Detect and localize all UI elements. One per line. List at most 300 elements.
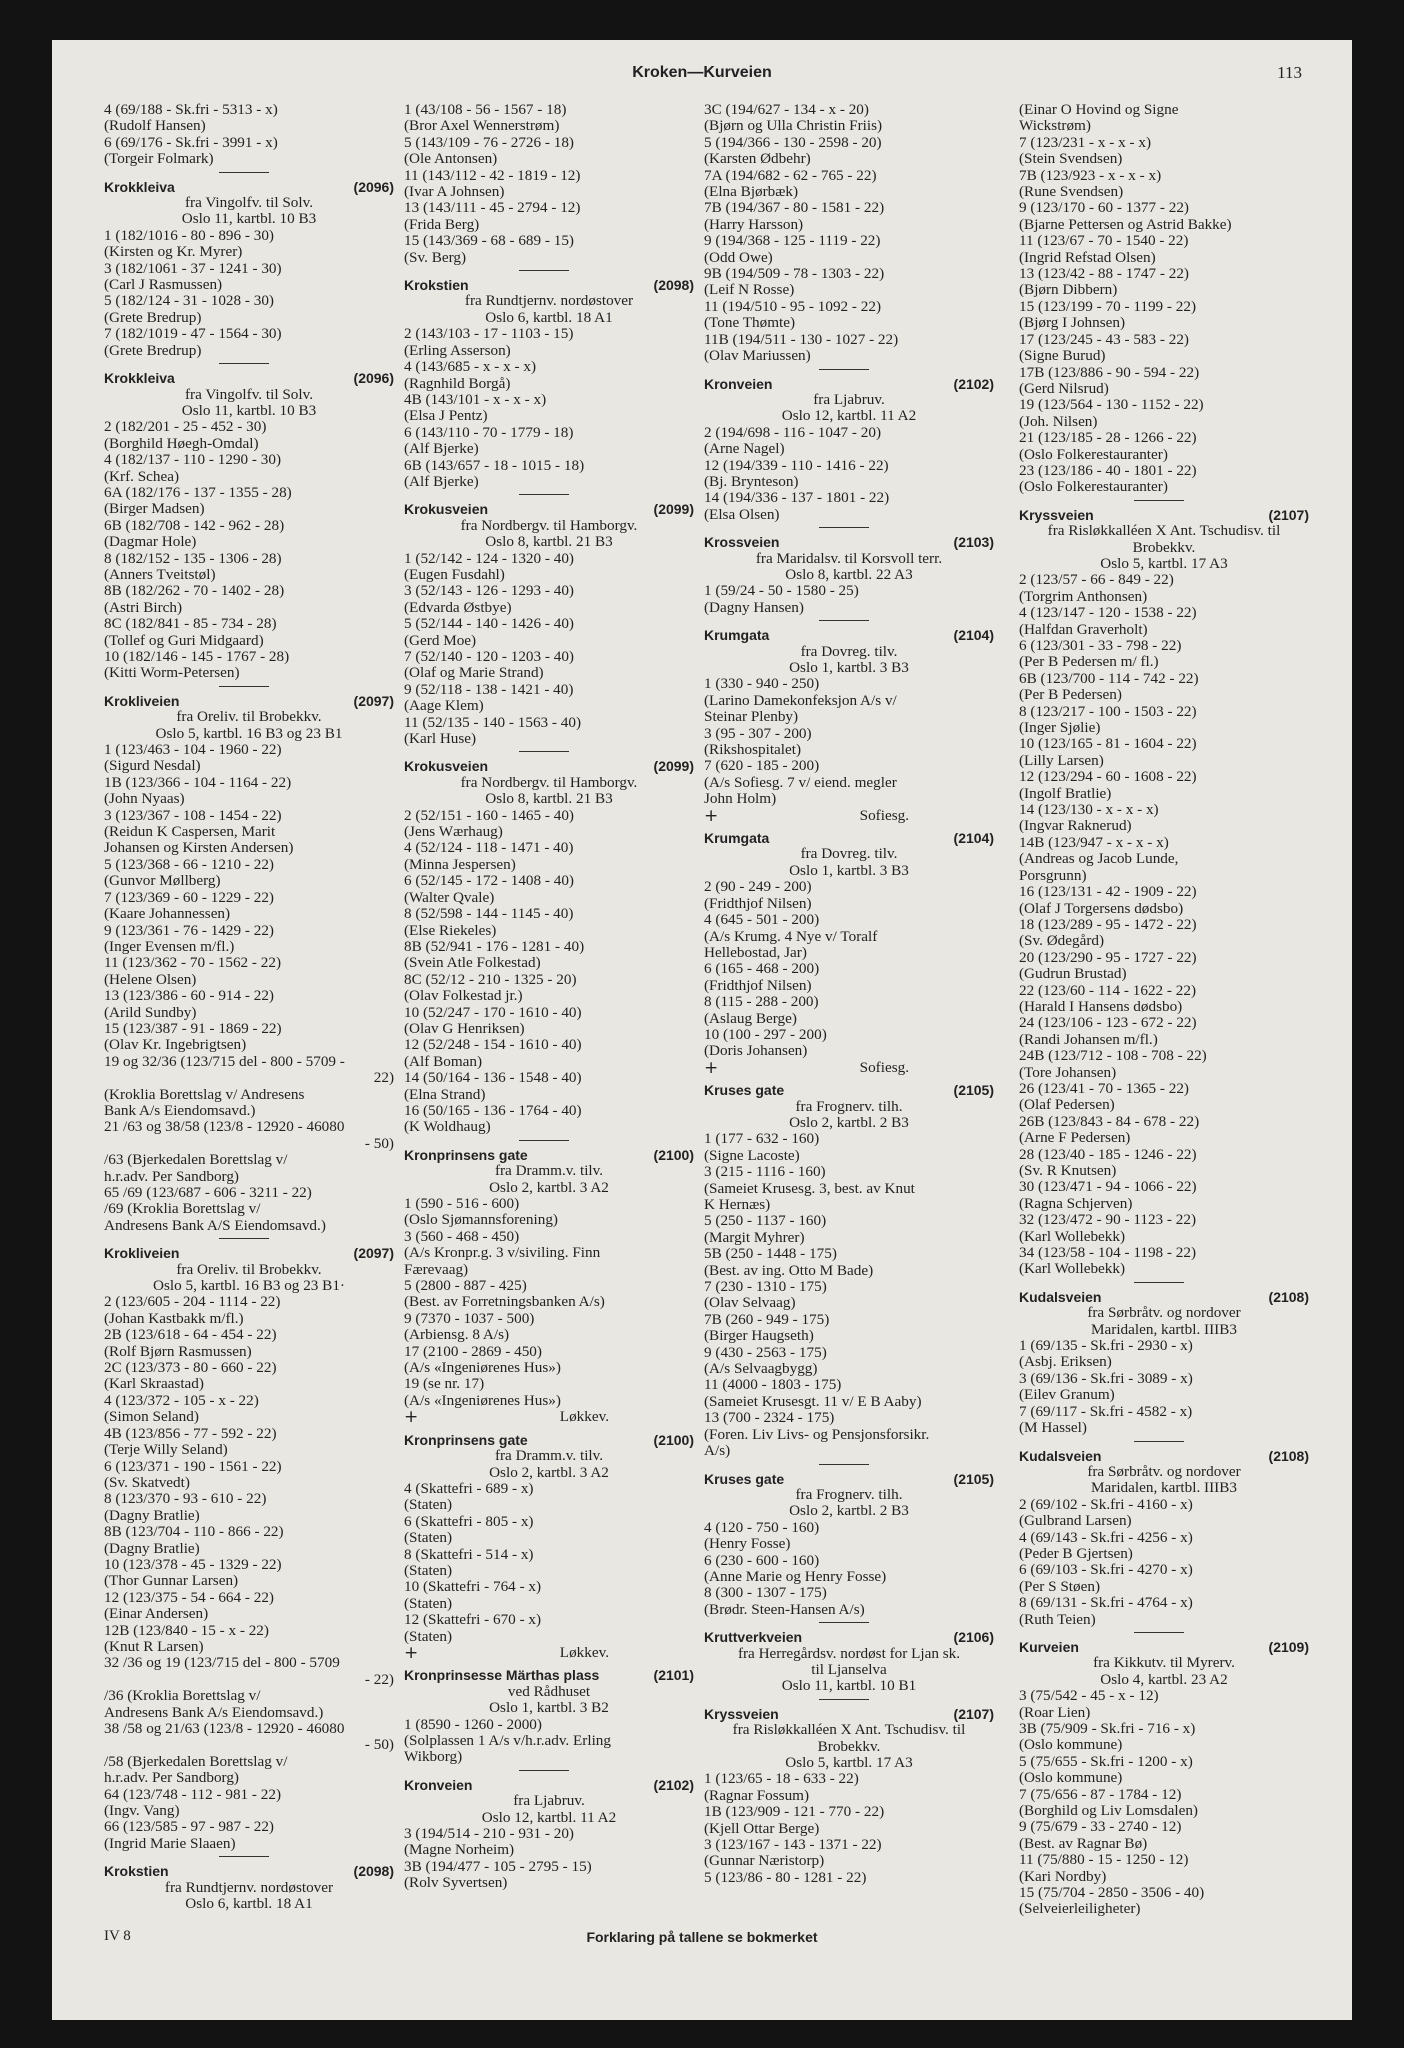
entry-line: Wikborg) [404,1748,463,1766]
entry-line: (Joh. Nilsen) [1019,412,1098,430]
entry-line: (Brødr. Steen-Hansen A/s) [704,1600,865,1618]
entry-line: 2 (69/102 - Sk.fri - 4160 - x) [1019,1495,1193,1513]
street-description: til Ljanselva [811,1660,887,1678]
entry-line: (Johan Kastbakk m/fl.) [104,1309,244,1327]
entry-line: (Anners Tveitstøl) [104,565,216,583]
entry-line: (Alf Bjerke) [404,472,479,490]
entry-line: 15 (123/199 - 70 - 1199 - 22) [1019,297,1197,315]
entry-line: 12 (194/339 - 110 - 1416 - 22) [704,456,889,474]
street-description: fra Ljabruv. [513,1792,585,1810]
entry-line: (Kitti Worm-Petersen) [104,664,240,682]
entry-line: 3 (194/514 - 210 - 931 - 20) [404,1825,574,1843]
entry-line: 8C (182/841 - 85 - 734 - 28) [104,615,277,633]
entry-line: 8B (182/262 - 70 - 1402 - 28) [104,582,285,600]
entry-line: 9 (123/361 - 76 - 1429 - 22) [104,921,274,939]
entry-line: (Alf Boman) [404,1052,483,1070]
entry-line: (Einar Andersen) [104,1605,209,1623]
entry-line: (Aage Klem) [404,697,484,715]
entry-line: 13 (123/386 - 60 - 914 - 22) [104,987,274,1005]
section-divider [1134,1282,1184,1283]
entry-line: (Kari Nordby) [1019,1867,1107,1885]
entry-line: 6 (143/110 - 70 - 1779 - 18) [404,423,574,441]
section-divider [819,1699,869,1700]
entry-line: (Karl Wollebekk) [1019,1227,1126,1245]
entry-line: 5 (52/144 - 140 - 1426 - 40) [404,615,574,633]
entry-line: 6 (230 - 600 - 160) [704,1551,820,1569]
entry-line: h.r.adv. Per Sandborg) [104,1769,239,1787]
street-description: fra Rundtjernv. nordøstover [164,1878,334,1896]
street-description: Oslo 1, kartbl. 3 B3 [789,659,909,676]
street-heading [404,1147,694,1163]
entry-line: 8B (52/941 - 176 - 1281 - 40) [404,937,585,955]
entry-line: (Borghild Høegh-Omdal) [104,434,259,452]
street-name: Kronprinsens gate [404,1431,528,1448]
entry-line: 8 (Skattefri - 514 - x) [404,1545,534,1563]
entry-line: 24 (123/106 - 123 - 672 - 22) [1019,1014,1197,1032]
street-description: fra Ljabruv. [813,390,885,408]
column-2 [404,102,694,1892]
street-code: (2103) [953,534,994,551]
entry-line: (Torgeir Folmark) [104,150,214,168]
entry-line: 38 /58 og 21/63 (123/8 - 12920 - 46080 [104,1720,345,1737]
entry-line: 9 (7370 - 1037 - 500) [404,1309,535,1327]
entry-line: (Knut R Larsen) [104,1637,204,1655]
entry-line: 4 (69/188 - Sk.fri - 5313 - x) [104,101,278,118]
entry-line: (Olaf Pedersen) [1019,1096,1115,1114]
entry-line: 3B (75/909 - Sk.fri - 716 - x) [1019,1720,1196,1737]
street-description: Oslo 8, kartbl. 21 B3 [485,790,613,808]
entry-line: 4 (182/137 - 110 - 1290 - 30) [104,451,282,469]
entry-line: 4 (123/147 - 120 - 1538 - 22) [1019,604,1197,622]
entry-line: 8 (123/370 - 93 - 610 - 22) [104,1490,267,1508]
entry-line: (Per S Støen) [1019,1577,1100,1595]
street-description: Oslo 11, kartbl. 10 B1 [781,1677,917,1695]
entry-line: (Ingolf Bratlie) [1019,784,1112,802]
entry-line: 9B (194/509 - 78 - 1303 - 22) [704,265,885,283]
entry-line: (Frida Berg) [404,215,480,233]
entry-line: (John Nyaas) [104,790,185,808]
entry-line: (Oslo Folkerestauranter) [1019,445,1168,463]
entry-line: (Sv. R Knutsen) [1019,1162,1117,1179]
entry-line: (Rolf Bjørn Rasmussen) [104,1342,252,1360]
entry-line: 17 (2100 - 2869 - 450) [404,1342,542,1360]
entry-line: 4B (143/101 - x - x - x) [404,390,547,408]
entry-line: 7 (75/656 - 87 - 1784 - 12) [1019,1785,1182,1803]
street-heading [404,501,694,517]
entry-line: (Ingv. Vang) [104,1802,180,1820]
street-description: fra Frognerv. tilh. [795,1485,903,1503]
entry-line: (Ragnar Fossum) [704,1786,810,1804]
street-code: (2107) [953,1705,994,1722]
entry-line: 1 (123/65 - 18 - 633 - 22) [704,1770,859,1788]
entry-line: (Doris Johansen) [704,1042,808,1060]
entry-line: 9 (123/170 - 60 - 1377 - 22) [1019,199,1189,217]
entry-line: 6B (182/708 - 142 - 962 - 28) [104,516,285,534]
entry-line: (Bjørn Dibbern) [1019,281,1118,299]
street-description: Oslo 5, kartbl. 16 B3 og 23 B1· [153,1277,345,1295]
street-heading [404,1777,694,1793]
entry-line: (Rudolf Hansen) [104,117,206,135]
entry-line: 5 (182/124 - 31 - 1028 - 30) [104,292,274,310]
entry-line: (Eugen Fusdahl) [404,565,505,583]
entry-line: 3 (215 - 1116 - 160) [704,1163,826,1181]
street-description: fra Sørbråtv. og nordover [1087,1304,1241,1322]
entry-line: (Ivar A Johnsen) [404,183,505,201]
entry-line: (Elsa Olsen) [704,505,780,523]
entry-line: (Tone Thømte) [704,314,796,332]
entry-line: (Stein Svendsen) [1019,150,1123,168]
street-description: Oslo 2, kartbl. 3 A2 [489,1463,609,1481]
entry-line: - 50) [364,1134,394,1152]
section-divider [819,1622,869,1623]
running-title: Kroken—Kurveien [632,64,772,81]
entry-line: 15 (75/704 - 2850 - 3506 - 40) [1019,1884,1205,1902]
entry-line: 1 (8590 - 1260 - 2000) [404,1715,542,1733]
entry-line: (Inger Evensen m/fl.) [104,937,235,955]
entry-line: 10 (100 - 297 - 200) [704,1025,827,1043]
entry-line: (Oslo Folkerestauranter) [1019,478,1168,496]
cross-street-label: Sofiesg. [859,806,909,824]
entry-line: 30 (123/471 - 94 - 1066 - 22) [1019,1178,1197,1196]
entry-line: 4 (Skattefri - 689 - x) [404,1479,534,1497]
street-description: Brobekkv. [1132,538,1196,556]
entry-line: 11 (4000 - 1803 - 175) [704,1376,842,1394]
footer-note: Forklaring på tallene se bokmerket [586,1929,818,1945]
section-divider [519,494,569,495]
entry-line: 5B (250 - 1448 - 175) [704,1245,837,1263]
entry-line: (Margit Myhrer) [704,1228,805,1246]
entry-line: 2 (194/698 - 116 - 1047 - 20) [704,423,882,441]
street-description: Oslo 6, kartbl. 18 A1 [485,308,613,326]
street-description: fra Oreliv. til Brobekkv. [176,708,322,726]
street-description: Oslo 1, kartbl. 3 B3 [789,861,909,879]
entry-line: 4 (69/143 - Sk.fri - 4256 - x) [1019,1528,1193,1546]
street-code: (2099) [653,758,694,775]
street-code: (2104) [953,627,994,644]
entry-line: K Hernæs) [704,1196,771,1213]
entry-line: Bank A/s Eiendomsavd.) [104,1101,256,1119]
entry-line: 19 (se nr. 17) [404,1375,485,1393]
street-code: (2108) [1268,1288,1309,1305]
entry-line: (Elna Bjørbæk) [704,183,799,201]
entry-line: 22) [373,1069,394,1087]
entry-line: 2C (123/373 - 80 - 660 - 22) [104,1359,277,1377]
street-name: Krokliveien [104,1245,180,1262]
entry-line: 3 (560 - 468 - 450) [404,1227,520,1245]
section-divider [519,751,569,752]
street-description: Maridalen, kartbl. IIIB3 [1091,1479,1237,1497]
street-code: (2105) [953,1470,994,1487]
entry-line: 5 (194/366 - 130 - 2598 - 20) [704,133,882,151]
street-description: fra Frognerv. tilh. [795,1097,903,1115]
street-code: (2096) [353,370,394,387]
entry-line: 6 (123/301 - 33 - 798 - 22) [1019,637,1182,654]
street-description: fra Kikkutv. til Myrerv. [1093,1654,1235,1672]
entry-line: - 50) [364,1736,394,1754]
entry-line: 7 (52/140 - 120 - 1203 - 40) [404,648,574,665]
entry-line: (Roar Lien) [1019,1703,1091,1721]
street-name: Kryssveien [1019,506,1094,523]
street-description: ved Rådhuset [507,1682,591,1700]
section-divider [519,270,569,271]
plus-icon: + [404,1642,419,1663]
entry-line: (Sameiet Krusesgt. 11 v/ E B Aaby) [704,1392,922,1410]
cross-street-marker [704,1057,994,1078]
plus-icon: + [404,1407,419,1428]
entry-line: (Borghild og Liv Lomsdalen) [1019,1802,1198,1820]
street-name: Krumgata [704,627,770,644]
entry-line: (Karsten Ødbehr) [704,150,811,168]
directory-page [52,40,1352,2020]
entry-line: Porsgrunn) [1019,866,1087,884]
street-name: Kruttverkveien [704,1629,803,1646]
street-description: Maridalen, kartbl. IIIB3 [1091,1320,1237,1338]
entry-line: 7 (123/231 - x - x - x) [1019,133,1152,151]
entry-line: (Olaf og Marie Strand) [404,664,544,682]
entry-line: (Fridthjof Nilsen) [704,976,812,994]
entry-line: 19 (123/564 - 130 - 1152 - 22) [1019,396,1204,414]
entry-line: 26B (123/843 - 84 - 678 - 22) [1019,1112,1200,1130]
street-code: (2100) [653,1431,694,1448]
section-divider [819,527,869,528]
street-name: Kryssveien [704,1705,779,1722]
entry-line: (Best. av Ragnar Bø) [1019,1834,1148,1852]
entry-line: (Ole Antonsen) [404,150,498,168]
entry-line: (Ruth Teien) [1019,1610,1096,1628]
entry-line: (Kaare Johannessen) [104,905,231,923]
entry-line: 11 (123/67 - 70 - 1540 - 22) [1019,232,1189,250]
street-heading [704,830,994,846]
entry-line: (Torgrim Anthonsen) [1019,587,1148,605]
entry-line: Wickstrøm) [1019,117,1091,135]
entry-line: (Birger Haugseth) [704,1327,814,1345]
entry-line: (Bjørg I Johnsen) [1019,314,1126,332]
entry-line: 5 (250 - 1137 - 160) [704,1212,827,1230]
entry-line: 1 (52/142 - 124 - 1320 - 40) [404,549,574,567]
entry-line: (A/s Krumg. 4 Nye v/ Toralf [704,927,878,945]
entry-line: (Peder B Gjertsen) [1019,1544,1133,1562]
section-divider [819,620,869,621]
entry-line: (Jens Wærhaug) [404,823,503,841]
street-code: (2104) [953,830,994,847]
entry-line: 6 (123/371 - 190 - 1561 - 22) [104,1457,282,1475]
entry-line: 16 (50/165 - 136 - 1764 - 40) [404,1101,582,1119]
entry-line: (Gunnar Næristorp) [704,1852,825,1870]
street-description: Oslo 2, kartbl. 2 B3 [789,1502,909,1520]
entry-line: (Lilly Larsen) [1019,751,1104,769]
entry-line: (Simon Seland) [104,1408,199,1426]
entry-line: 11 (52/135 - 140 - 1563 - 40) [404,713,582,731]
entry-line: 11 (194/510 - 95 - 1092 - 22) [704,297,882,315]
entry-line: 32 (123/472 - 90 - 1123 - 22) [1019,1211,1197,1229]
street-description: fra Dovreg. tilv. [800,845,898,863]
entry-line: Andresens Bank A/s Eiendomsavd.) [104,1703,324,1721]
street-description: Oslo 11, kartbl. 10 B3 [181,401,317,419]
entry-line: 23 (123/186 - 40 - 1801 - 22) [1019,461,1197,479]
entry-line: (Best. av ing. Otto M Bade) [704,1261,874,1279]
entry-line: 10 (Skattefri - 764 - x) [404,1578,542,1596]
entry-line: (Bjørn og Ulla Christin Friis) [704,117,883,135]
entry-line: (Harry Harsson) [704,215,804,233]
street-heading [704,376,994,392]
street-code: (2098) [653,277,694,294]
section-divider [1134,500,1184,501]
entry-line: (Walter Qvale) [404,888,495,906]
entry-line: (A/s Sofiesg. 7 v/ eiend. megler [704,773,897,791]
entry-line: 19 og 32/36 (123/715 del - 800 - 5709 - [104,1052,345,1070]
entry-line: 2 (182/201 - 25 - 452 - 30) [104,418,267,436]
entry-line: 12 (52/248 - 154 - 1610 - 40) [404,1036,582,1054]
street-heading [704,1082,994,1098]
street-description: fra Dovreg. tilv. [800,642,898,660]
cross-street-label: Løkkev. [559,1408,609,1426]
entry-line: (Terje Willy Seland) [104,1441,228,1459]
street-name: Kronprinsesse Märthas plass [404,1667,600,1684]
entry-line: (Grete Bredrup) [104,308,202,326]
street-description: fra Risløkkalléen X Ant. Tschudisv. til [732,1721,966,1739]
entry-line: (Karl Wollebekk) [1019,1260,1126,1278]
entry-line: 3 (69/136 - Sk.fri - 3089 - x) [1019,1369,1193,1387]
street-description: Oslo 12, kartbl. 11 A2 [781,407,917,425]
street-name: Krokusveien [404,758,489,775]
entry-line: (Staten) [404,1627,453,1645]
entry-line: 13 (143/111 - 45 - 2794 - 12) [404,199,581,217]
entry-line: 10 (52/247 - 170 - 1610 - 40) [404,1003,582,1021]
street-description: fra Vingolfv. til Solv. [184,194,314,212]
entry-line: 14 (50/164 - 136 - 1548 - 40) [404,1069,582,1087]
entry-line: (Gulbrand Larsen) [1019,1512,1132,1530]
street-description: fra Risløkkalléen X Ant. Tschudisv. til [1047,522,1281,540]
entry-line: 12B (123/840 - 15 - x - 22) [104,1621,269,1639]
section-divider [1134,1632,1184,1633]
street-name: Kudalsveien [1019,1288,1102,1305]
entry-line: (Birger Madsen) [104,500,205,518]
entry-line: 9 (430 - 2563 - 175) [704,1343,827,1361]
street-description: Oslo 8, kartbl. 21 B3 [485,533,613,551]
entry-line: (Bj. Brynteson) [704,472,799,490]
entry-line: Hellebostad, Jar) [704,943,807,961]
section-divider [219,686,269,687]
entry-line: (K Woldhaug) [404,1118,491,1136]
entry-line: (Elna Strand) [404,1085,486,1103]
entry-line: 11 (143/112 - 42 - 1819 - 12) [404,166,581,184]
entry-line: 1 (69/135 - Sk.fri - 2930 - x) [1019,1337,1193,1355]
entry-line: 13 (700 - 2324 - 175) [704,1409,835,1427]
entry-line: 10 (123/165 - 81 - 1604 - 22) [1019,735,1197,753]
entry-line: (Halfdan Graverholt) [1019,620,1148,638]
entry-line: (Randi Johansen m/fl.) [1019,1030,1158,1048]
entry-line: (Gudrun Brustad) [1019,965,1127,983]
entry-line: 1 (123/463 - 104 - 1960 - 22) [104,741,282,759]
entry-line: (Rune Svendsen) [1019,183,1124,201]
entry-line: /36 (Kroklia Borettslag v/ [104,1687,261,1705]
entry-line: (Inger Sjølie) [1019,719,1101,737]
entry-line: 4 (120 - 750 - 160) [704,1518,820,1536]
street-heading [404,277,694,293]
entry-line: (Dagny Bratlie) [104,1506,200,1524]
entry-line: 8C (52/12 - 210 - 1325 - 20) [404,970,577,988]
street-code: (2108) [1268,1447,1309,1464]
entry-line: 4 (123/372 - 105 - x - 22) [104,1391,259,1409]
entry-line: (A/s «Ingeniørenes Hus») [404,1359,561,1377]
cross-street-label: Løkkev. [559,1643,609,1661]
entry-line: (Tollef og Guri Midgaard) [104,631,264,649]
entry-line: 4 (143/685 - x - x - x) [404,358,537,376]
street-heading [704,534,994,550]
street-name: Kurveien [1019,1638,1079,1655]
entry-line: (Olav Folkestad jr.) [404,987,523,1005]
page-footer [104,1928,1300,1958]
street-name: Krossveien [704,534,780,551]
street-heading [1019,1289,1309,1305]
street-name: Krokkleiva [104,370,175,387]
entry-line: 6A (182/176 - 137 - 1355 - 28) [104,483,292,501]
entry-line: 28 (123/40 - 185 - 1246 - 22) [1019,1145,1197,1163]
entry-line: Johansen og Kirsten Andersen) [104,839,294,857]
entry-line: (Olav Selvaag) [704,1294,796,1312]
street-name: Kruses gate [704,1082,785,1099]
street-description: Oslo 8, kartbl. 22 A3 [785,565,913,583]
street-name: Krokliveien [104,692,180,709]
entry-line: 6 (52/145 - 172 - 1408 - 40) [404,872,574,890]
entry-line: (Bror Axel Wennerstrøm) [404,117,560,135]
entry-line: 3 (182/1061 - 37 - 1241 - 30) [104,259,282,277]
street-description: Oslo 5, kartbl. 17 A3 [785,1754,913,1771]
entry-line: 7B (123/923 - x - x - x) [1019,166,1162,184]
entry-line: (Elsa J Pentz) [404,407,488,425]
entry-line: 21 /63 og 38/58 (123/8 - 12920 - 46080 [104,1118,345,1136]
entry-line: 2 (123/605 - 204 - 1114 - 22) [104,1293,281,1311]
entry-line: (Staten) [404,1561,453,1579]
entry-line: (Krf. Schea) [104,467,180,485]
street-name: Kronveien [404,1776,473,1793]
entry-line: 15 (123/387 - 91 - 1869 - 22) [104,1019,282,1037]
entry-line: 10 (182/146 - 145 - 1767 - 28) [104,648,290,665]
entry-line: 18 (123/289 - 95 - 1472 - 22) [1019,915,1197,933]
entry-line: 26 (123/41 - 70 - 1365 - 22) [1019,1079,1189,1097]
entry-line: 66 (123/585 - 97 - 987 - 22) [104,1818,274,1836]
cross-street-label: Sofiesg. [859,1058,909,1076]
entry-line: 1 (182/1016 - 80 - 896 - 30) [104,226,274,244]
entry-line: 17B (123/886 - 90 - 594 - 22) [1019,363,1200,381]
entry-line: 1 (177 - 632 - 160) [704,1130,820,1148]
entry-line: (Karl Skraastad) [104,1375,204,1393]
street-heading [1019,1639,1309,1655]
entry-line: 2B (123/618 - 64 - 454 - 22) [104,1326,277,1344]
entry-line: /69 (Kroklia Borettslag v/ [104,1200,261,1218]
entry-line: 7B (194/367 - 80 - 1581 - 22) [704,199,885,217]
entry-line: (Larino Damekonfeksjon A/s v/ [704,691,897,709]
entry-line: (Ingvar Raknerud) [1019,817,1132,835]
entry-line: 64 (123/748 - 112 - 981 - 22) [104,1785,282,1803]
entry-line: (Staten) [404,1594,453,1612]
entry-line: (Rolv Syvertsen) [404,1874,508,1892]
street-description: Oslo 6, kartbl. 18 A1 [185,1895,313,1913]
section-divider [819,1464,869,1465]
plus-icon: + [704,1057,719,1078]
entry-line: 1 (590 - 516 - 600) [404,1195,520,1212]
street-heading [104,179,394,195]
street-description: Oslo 11, kartbl. 10 B3 [181,210,317,228]
entry-line: 3 (95 - 307 - 200) [704,724,812,742]
entry-line: (Ragna Schjerven) [1019,1194,1133,1212]
entry-line: 2 (143/103 - 17 - 1103 - 15) [404,325,574,343]
street-code: (2105) [953,1082,994,1099]
entry-line: 14B (123/947 - x - x - x) [1019,833,1169,851]
entry-line: (Alf Bjerke) [404,440,479,458]
entry-line: (Aslaug Berge) [704,1009,797,1027]
entry-line: /58 (Bjerkedalen Borettslag v/ [104,1752,288,1770]
